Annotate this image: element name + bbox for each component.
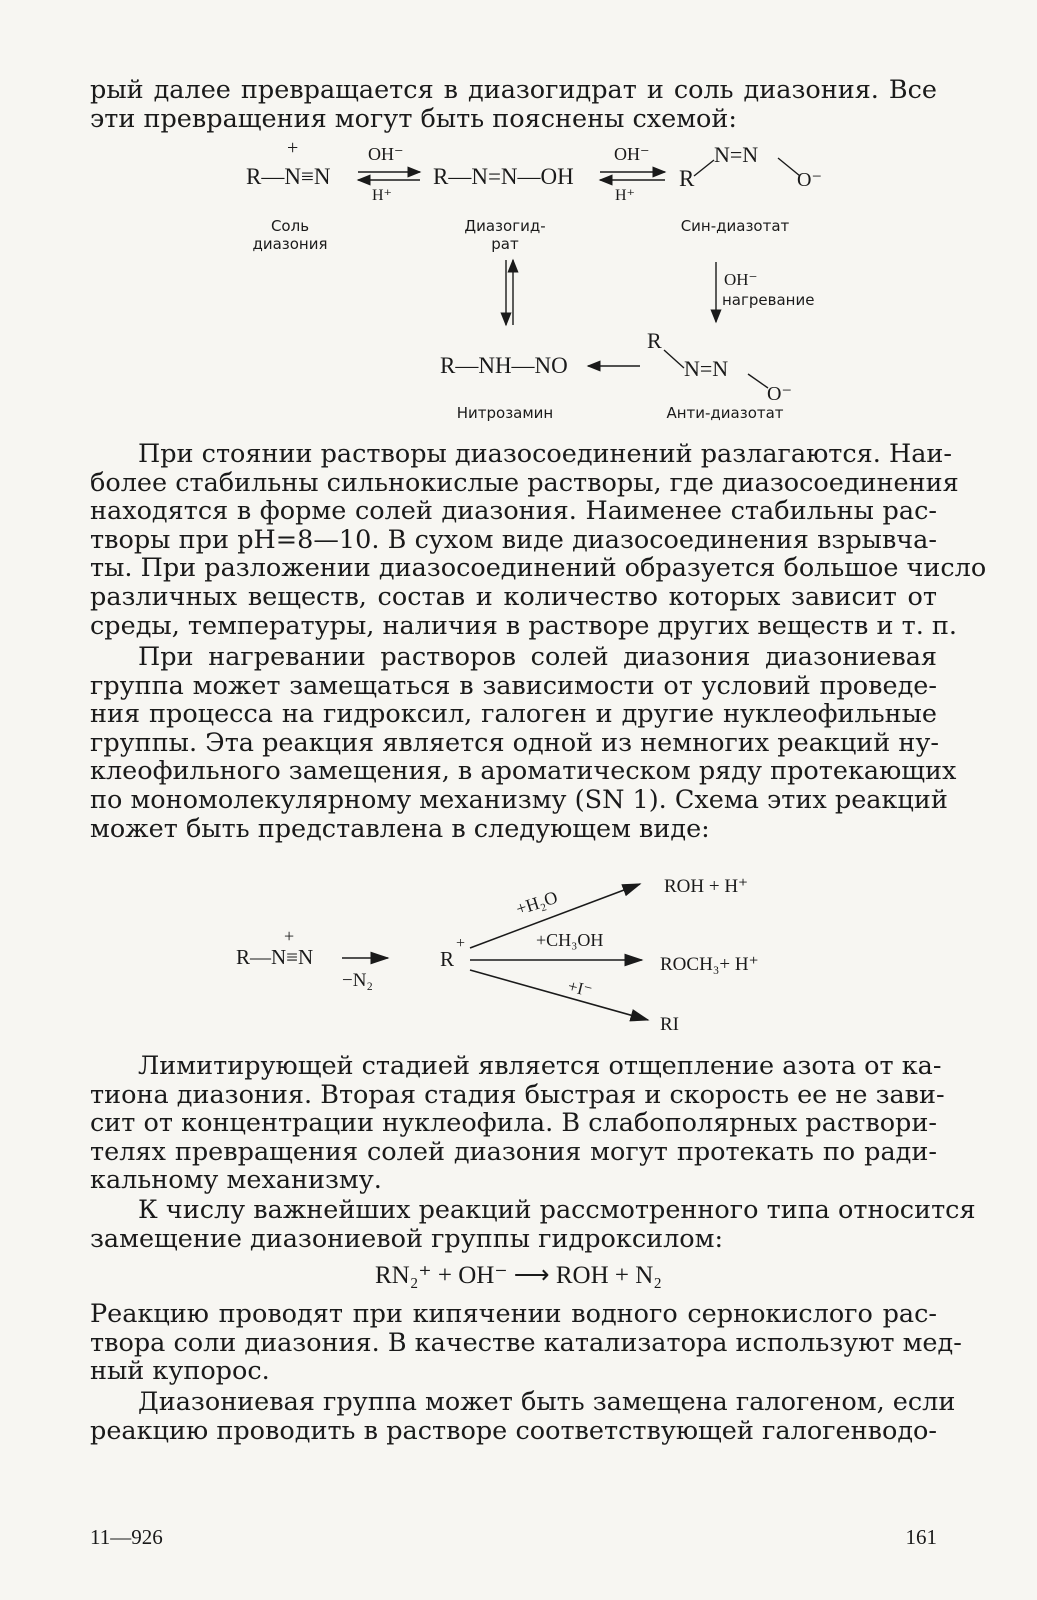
text-line: по мономолекулярному механизму (SN 1). Схема этих реакций [90, 784, 948, 815]
reagent-methanol: +CH₃OH [536, 930, 604, 950]
text-line: различных веществ, состав и количество которых зависит от [90, 581, 937, 612]
anti-nn: N=N [684, 356, 729, 381]
paragraph-1 [90, 76, 937, 133]
text-line: ный купорос. [90, 1356, 270, 1387]
text-line: кальному механизму. [90, 1165, 382, 1196]
paragraph-4 [90, 1051, 945, 1196]
anti-bond-left [664, 350, 684, 368]
text-line: творы при pH=8—10. В сухом виде диазосоединения взрывча- [90, 524, 937, 555]
product-alcohol: ROH + H⁺ [664, 876, 749, 897]
paragraph-2 [90, 439, 987, 641]
cation: R [440, 947, 455, 971]
label-line: диазония [252, 235, 328, 253]
text-line: Реакцию проводят при кипячении водного сернокислого рас- [90, 1299, 937, 1329]
product-iodide: RI [660, 1014, 679, 1035]
label-anti-diazotate: Анти-диазотат [666, 404, 784, 422]
label-diazonium-salt [240, 217, 340, 253]
anti-r: R [647, 328, 662, 353]
text-line: рый далее превращается в диазогидрат и соль диазония. Все [90, 75, 937, 105]
text-line: группы. Эта реакция является одной из немногих реакций ну- [90, 727, 939, 758]
diazonium-formula-2: R—N≡N [236, 945, 314, 969]
text-line: замещение диазониевой группы гидроксилом: [90, 1223, 724, 1254]
reagent-oh-1: OH⁻ [368, 144, 404, 164]
text-line: ты. При разложении диазосоединений образуется большое число [90, 553, 987, 584]
text-line: эти превращения могут быть пояснены схемой: [90, 103, 738, 134]
text-line: Диазониевая группа может быть замещена галогеном, если [138, 1387, 956, 1417]
text-line: К числу важнейших реакций рассмотренного типа относится [138, 1195, 976, 1225]
label-line: Диазогид- [464, 217, 546, 235]
syn-r: R [679, 166, 695, 191]
diazonium-formula: R—N≡N [246, 164, 331, 189]
reagent-oh-3: OH⁻ [724, 270, 758, 289]
product-ether: ROCH₃+ H⁺ [660, 954, 759, 975]
anti-o: O⁻ [767, 383, 792, 405]
substitution-scheme [0, 860, 1037, 1040]
text-line: может быть представлена в следующем виде: [90, 813, 710, 844]
paragraph-6 [90, 1299, 962, 1387]
nitrosamine-formula: R—NH—NO [440, 353, 568, 378]
label-nitrosamine: Нитрозамин [456, 404, 554, 422]
text-line: находятся в форме солей диазония. Наименее стабильны рас- [90, 496, 937, 527]
reagent-water: +H₂O [513, 886, 561, 920]
syn-nn: N=N [714, 142, 759, 167]
text-line: клеофильного замещения, в ароматическом ряду протекающих [90, 756, 957, 787]
text-line: сит от концентрации нуклеофила. В слабополярных раствори- [90, 1108, 937, 1139]
text-line: тиона диазония. Вторая стадия быстрая и скорость ее не зави- [90, 1079, 945, 1110]
text-line: При стоянии растворы диазосоединений разлагаются. Наи- [138, 439, 953, 469]
cation-plus: + [456, 935, 466, 952]
page-number: 161 [905, 1525, 937, 1549]
text-line: более стабильны сильнокислые растворы, где диазосоединения [90, 467, 959, 498]
label-diazohydrate [450, 217, 560, 253]
diazonium-plus: + [287, 140, 299, 159]
label-heating: нагревание [722, 291, 815, 309]
reagent-oh-2: OH⁻ [614, 144, 650, 164]
hydroxyl-substitution-formula: RN₂⁺ + OH⁻ ⟶ ROH + N₂ [374, 1262, 663, 1289]
syn-o: O⁻ [797, 169, 822, 191]
text-line: Лимитирующей стадией является отщепление азота от ка- [138, 1051, 942, 1081]
printer-signature: 11—926 [90, 1525, 163, 1549]
label-syn-diazotate: Син-диазотат [680, 217, 790, 235]
text-line: твора соли диазония. В качестве катализатора используют мед- [90, 1327, 962, 1358]
label-line: рат [491, 235, 519, 253]
text-line: группа может замещаться в зависимости от условий проведе- [90, 670, 937, 701]
reagent-h-2: H⁺ [615, 187, 635, 204]
text-line: телях превращения солей диазония могут протекать по ради- [90, 1136, 937, 1167]
arrow-to-iodide [470, 970, 648, 1020]
paragraph-5 [90, 1195, 976, 1254]
text-line: реакцию проводить в растворе соответствующей галогенводо- [90, 1415, 937, 1446]
syn-bond-left [694, 160, 714, 176]
reagent-h-1: H⁺ [372, 187, 392, 204]
paragraph-3 [90, 642, 957, 844]
text-line: При нагревании растворов солей диазония диазониевая [138, 642, 937, 672]
minus-n2: −N₂ [342, 970, 374, 991]
reagent-iodide: +I⁻ [565, 976, 595, 1001]
diazotate-scheme [0, 140, 1037, 420]
label-line: Соль [270, 217, 310, 235]
diazohydrate-formula: R—N=N—OH [433, 164, 574, 189]
text-line: среды, температуры, наличия в растворе других веществ и т. п. [90, 610, 958, 641]
text-line: ния процесса на гидроксил, галоген и другие нуклеофильные [90, 699, 937, 730]
anti-bond-right [748, 374, 768, 388]
paragraph-7 [90, 1387, 956, 1446]
diazonium-plus-2: + [284, 926, 295, 946]
